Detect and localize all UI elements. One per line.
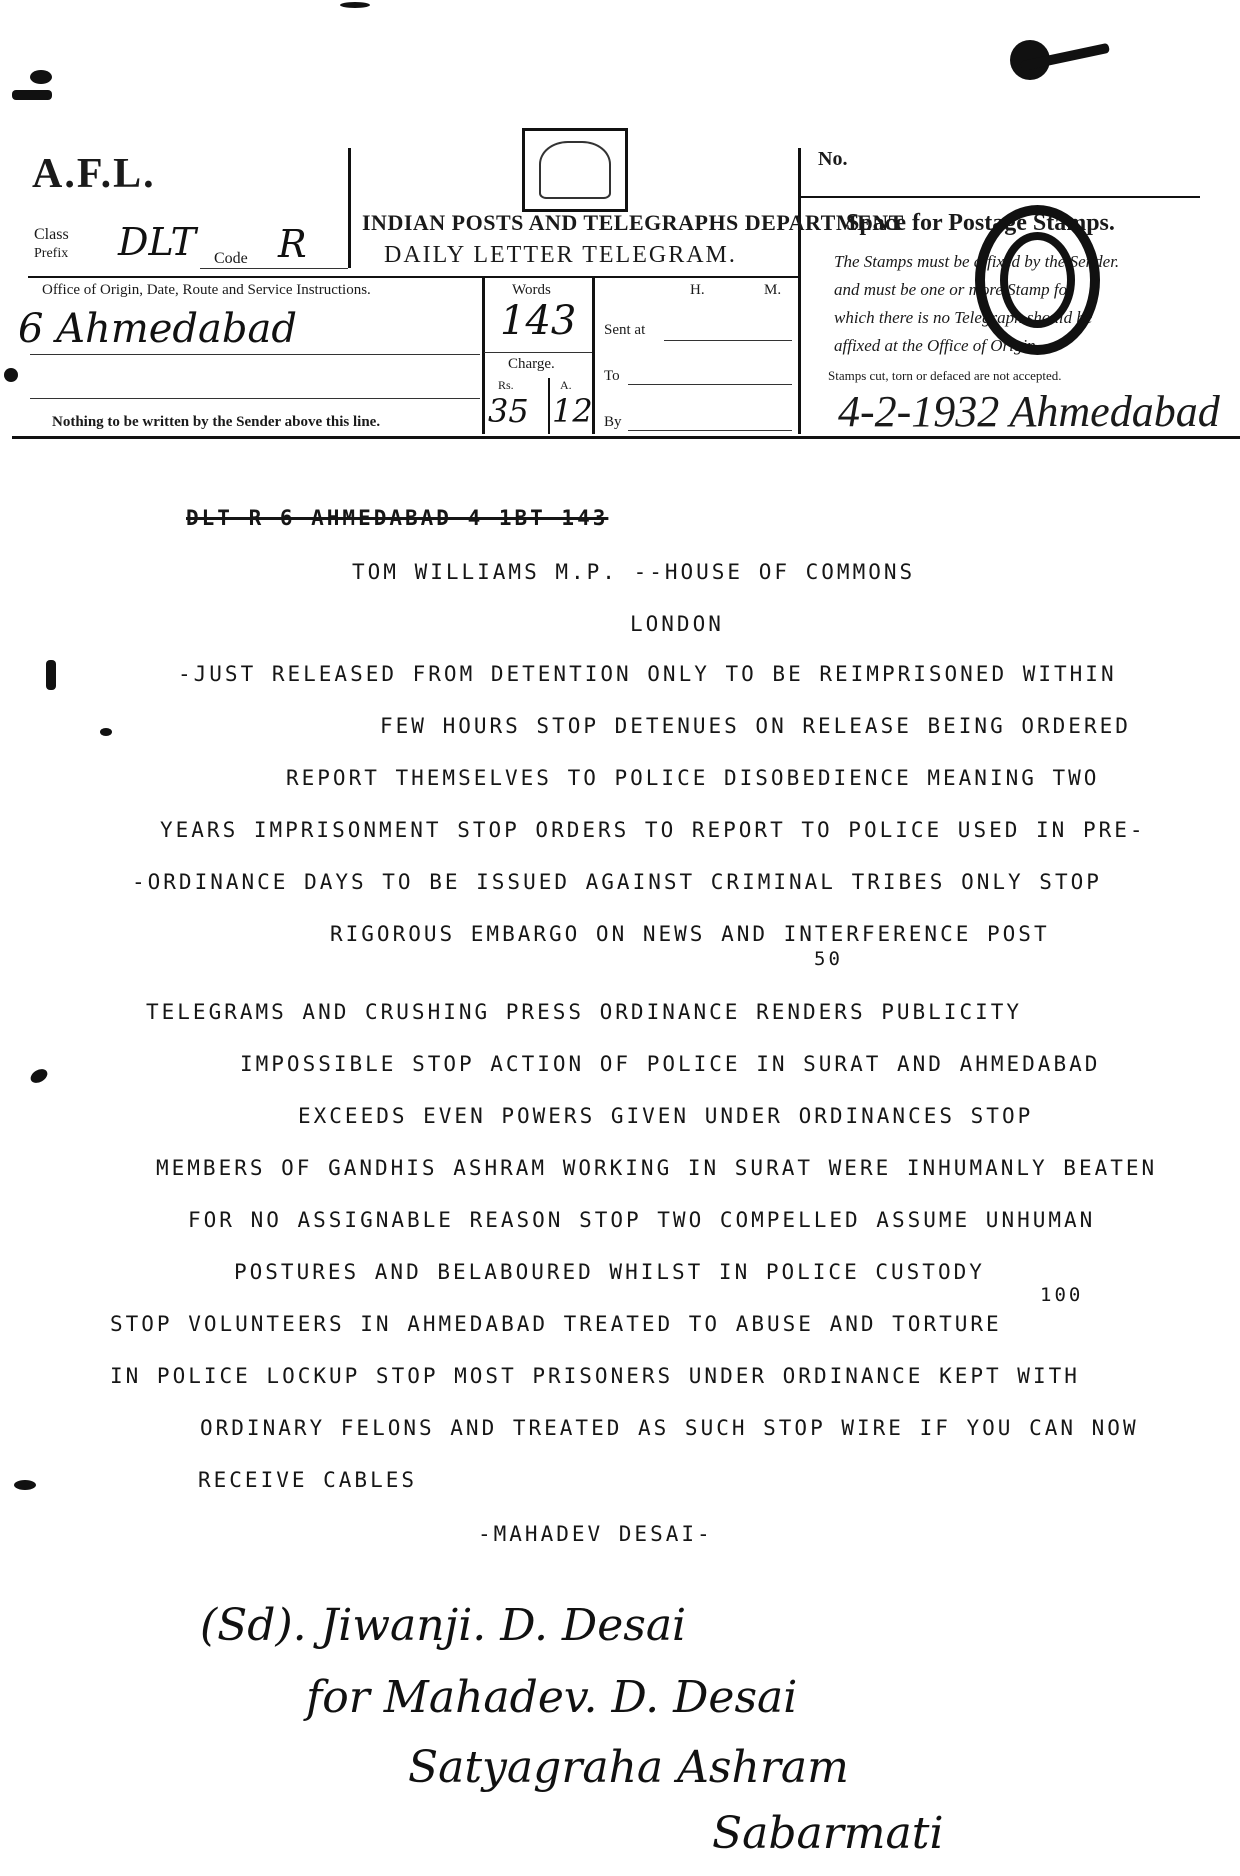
words-label: Words	[512, 282, 551, 298]
office-rule	[30, 354, 480, 355]
stamps-line-2: and must be one or more Stamp for	[834, 280, 1074, 299]
afl-label: A.F.L.	[32, 151, 156, 197]
message-line-4: YEARS IMPRISONMENT STOP ORDERS TO REPORT TO POLICE USED IN PRE-	[160, 818, 1146, 842]
col-separator	[798, 148, 801, 434]
word-count-50: 50	[814, 948, 843, 970]
handwritten-date: 4-2-1932 Ahmedabad	[838, 387, 1220, 436]
message-line-13: STOP VOLUNTEERS IN AHMEDABAD TREATED TO ABUSE AND TORTURE	[110, 1312, 1002, 1336]
signature-line-3: Satyagraha Ashram	[408, 1742, 849, 1793]
message-preamble: DLT R 6 AHMEDABAD 4 1BT 143	[186, 506, 609, 530]
charge-a-value: 12	[552, 392, 593, 430]
charge-separator	[548, 378, 550, 434]
stamps-line-4: affixed at the Office of Origin.	[834, 336, 1040, 355]
message-sender: -MAHADEV DESAI-	[478, 1522, 713, 1546]
stamps-line-5: Stamps cut, torn or defaced are not accepted.	[828, 368, 1062, 383]
sent-at-label: Sent at	[604, 322, 646, 338]
message-line-6: RIGOROUS EMBARGO ON NEWS AND INTERFERENCE POST	[330, 922, 1050, 946]
code-value: R	[278, 222, 307, 266]
ink-speck	[14, 1480, 36, 1490]
signature-line-1: (Sd). Jiwanji. D. Desai	[200, 1600, 687, 1651]
words-rule	[484, 352, 592, 353]
class-label: Class	[34, 226, 69, 243]
stamps-title: Space for Postage Stamps.	[846, 210, 1115, 236]
code-label: Code	[214, 250, 248, 267]
message-line-10: MEMBERS OF GANDHIS ASHRAM WORKING IN SURAT WERE INHUMANLY BEATEN	[156, 1156, 1158, 1180]
code-rule	[200, 268, 348, 269]
to-rule	[628, 384, 792, 385]
form-title: DAILY LETTER TELEGRAM.	[384, 242, 737, 268]
office-rule-2	[30, 398, 480, 399]
message-line-12: POSTURES AND BELABOURED WHILST IN POLICE CUSTODY	[234, 1260, 985, 1284]
header-divider	[28, 276, 798, 278]
number-label: No.	[818, 148, 848, 170]
col-separator	[482, 278, 485, 434]
by-label: By	[604, 414, 622, 430]
rs-label: Rs.	[498, 378, 514, 392]
ink-speck	[30, 70, 52, 84]
charge-rs-value: 35	[488, 392, 529, 430]
ink-speck	[100, 728, 112, 736]
department-title: INDIAN POSTS AND TELEGRAPHS DEPARTMENT	[362, 210, 904, 235]
office-of-origin-value: 6 Ahmedabad	[18, 306, 297, 352]
to-label: To	[604, 368, 620, 384]
ink-speck	[28, 1066, 50, 1085]
words-value: 143	[500, 298, 577, 344]
signature-line-4: Sabarmati	[712, 1808, 944, 1859]
ink-speck	[46, 660, 56, 690]
message-line-14: IN POLICE LOCKUP STOP MOST PRISONERS UNDER ORDINANCE KEPT WITH	[110, 1364, 1080, 1388]
by-rule	[628, 430, 792, 431]
sent-at-rule	[664, 340, 792, 341]
m-label: M.	[764, 282, 782, 298]
stamps-line-1: The Stamps must be affixed by the Sender.	[834, 252, 1120, 271]
message-line-1: -JUST RELEASED FROM DETENTION ONLY TO BE REIMPRISONED WITHIN	[178, 662, 1117, 686]
addressee-city: LONDON	[630, 612, 724, 636]
ink-speck	[12, 90, 52, 100]
message-line-9: EXCEEDS EVEN POWERS GIVEN UNDER ORDINANCES STOP	[298, 1104, 1034, 1128]
prefix-label: Prefix	[34, 246, 69, 261]
charge-label: Charge.	[508, 356, 555, 372]
class-value: DLT	[118, 220, 196, 264]
col-separator	[348, 148, 351, 268]
message-line-5: -ORDINANCE DAYS TO BE ISSUED AGAINST CRIMINAL TRIBES ONLY STOP	[132, 870, 1102, 894]
word-count-100: 100	[1040, 1284, 1084, 1306]
h-label: H.	[690, 282, 705, 298]
message-line-8: IMPOSSIBLE STOP ACTION OF POLICE IN SURAT AND AHMEDABAD	[240, 1052, 1101, 1076]
signature-line-2: for Mahadev. D. Desai	[306, 1672, 798, 1723]
addressee-line: TOM WILLIAMS M.P. --HOUSE OF COMMONS	[352, 560, 916, 584]
message-line-3: REPORT THEMSELVES TO POLICE DISOBEDIENCE MEANING TWO	[286, 766, 1100, 790]
stamps-line-3: which there is no Telegraph should be	[834, 308, 1093, 327]
message-line-16: RECEIVE CABLES	[198, 1468, 418, 1492]
sender-note: Nothing to be written by the Sender above this line.	[52, 414, 381, 430]
ink-speck	[340, 2, 370, 8]
stamp-divider	[800, 196, 1200, 198]
royal-crest-icon	[522, 128, 628, 212]
telegram-form-header	[0, 0, 1240, 450]
postmark-inner-icon	[1000, 232, 1075, 328]
a-label: A.	[560, 378, 572, 392]
message-line-2: FEW HOURS STOP DETENUES ON RELEASE BEING ORDERED	[380, 714, 1131, 738]
message-line-11: FOR NO ASSIGNABLE REASON STOP TWO COMPELLED ASSUME UNHUMAN	[188, 1208, 1096, 1232]
message-line-15: ORDINARY FELONS AND TREATED AS SUCH STOP WIRE IF YOU CAN NOW	[200, 1416, 1139, 1440]
form-bottom-rule	[12, 436, 1240, 439]
ink-speck	[4, 368, 18, 382]
office-of-origin-label: Office of Origin, Date, Route and Service Instructions.	[42, 282, 371, 298]
message-line-7: TELEGRAMS AND CRUSHING PRESS ORDINANCE RENDERS PUBLICITY	[146, 1000, 1023, 1024]
